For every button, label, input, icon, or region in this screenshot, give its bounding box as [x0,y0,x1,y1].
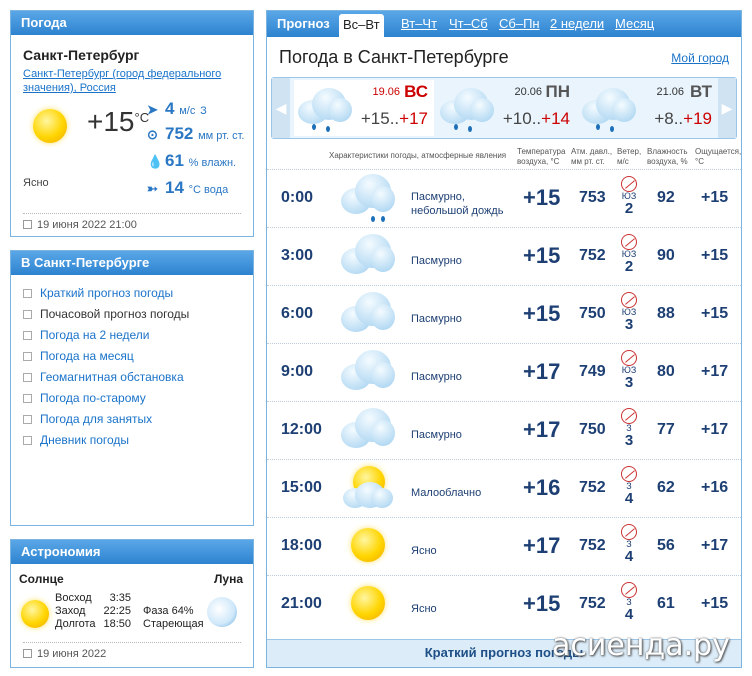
row-temperature: +15 [523,591,561,616]
menu-item-diary[interactable]: Дневник погоды [23,431,189,452]
row-description: Пасмурно [411,313,462,325]
row-humidity: 61 [657,595,675,612]
row-pressure: 753 [579,189,606,206]
current-temperature: $+15^{^\circ C}$ [87,106,150,137]
page-title: Погода в Санкт-Петербурге [279,47,509,67]
bullet-icon [23,415,32,424]
day-card-mon[interactable] [436,80,576,136]
row-description: Пасмурно [411,371,462,383]
sun-icon [351,586,385,620]
wind-direction-icon [621,408,637,424]
bullet-icon [23,352,32,361]
forecast-panel [266,10,742,668]
sunset-time: 22:25 [103,605,131,617]
row-time: 6:00 [281,305,314,322]
cloud-rain-icon [341,174,397,224]
partly-cloudy-icon [341,464,397,512]
day-card-sun[interactable] [294,80,434,136]
row-temperature: +15 [523,185,561,210]
row-feels-like: +15 [701,189,729,206]
cloud-icon [341,292,397,336]
row-description: Ясно [411,545,437,557]
day-name: ВТ [689,82,712,101]
row-pressure: 750 [579,421,606,438]
update-date: 19 июня 2022 21:00 [23,219,137,231]
day-date: 19.06 [372,86,400,98]
bullet-icon [23,436,32,445]
cloud-rain-icon [440,86,496,130]
menu-item-geomagnetic[interactable]: Геомагнитная обстановка [23,368,189,389]
row-description: Пасмурно, небольшой дождь [411,191,504,217]
gauge-icon: ⊙ [147,127,158,142]
city-name: Санкт-Петербург [23,47,140,63]
my-city-link[interactable]: Мой город [671,51,729,65]
wind-direction-icon [621,582,637,598]
city-region-link[interactable]: Санкт-Петербург (город федерального значения), Россия [23,68,222,94]
row-time: 15:00 [281,479,322,496]
astronomy-panel [10,539,254,668]
header-pressure: Атм. давл., мм рт. ст. [571,147,613,166]
moon-phase: Фаза 64% [143,605,194,617]
sun-icon [351,528,385,562]
current-weather-panel [10,10,254,237]
day-selector [271,77,737,139]
row-humidity: 92 [657,189,675,206]
row-feels-like: +16 [701,479,729,496]
astro-date: 19 июня 2022 [23,648,106,660]
wind-direction-icon [621,524,637,540]
wind-direction-icon [621,292,637,308]
header-wind: Ветер, м/с [617,147,642,166]
water-temp-stat: ➳ 14 °C вода [147,178,229,197]
tab-thu-sat[interactable]: Чт–Сб [449,16,488,31]
tab-sat-mon[interactable]: Сб–Пн [499,16,540,31]
tab-forecast[interactable]: Прогноз [277,16,330,31]
row-description: Пасмурно [411,255,462,267]
menu-item-month[interactable]: Погода на месяц [23,347,189,368]
calendar-icon [23,649,32,658]
header-feels: Ощущается, °C [695,147,742,166]
row-time: 21:00 [281,595,322,612]
forecast-tabs [267,11,741,37]
wind-direction-icon [621,234,637,250]
calendar-icon [23,220,32,229]
moon-label: Луна [213,572,243,586]
tab-tue-thu[interactable]: Вт–Чт [401,16,438,31]
row-time: 12:00 [281,421,322,438]
row-humidity: 88 [657,305,675,322]
day-length-label: Долгота [55,618,96,630]
table-row [267,227,741,285]
row-feels-like: +15 [701,247,729,264]
table-row [267,343,741,401]
header-conditions: Характеристики погоды, атмосферные явления [329,151,507,160]
row-description: Малооблачно [411,487,482,499]
day-temp-range: +8..+19 [654,109,712,128]
row-wind: ЮЗ 3 [617,350,641,390]
row-feels-like: +15 [701,595,729,612]
row-description: Ясно [411,603,437,615]
wind-direction-icon [621,176,637,192]
wind-arrow-icon: ➤ [147,102,158,117]
next-arrow-icon[interactable]: ▶ [718,78,736,138]
row-wind: ЮЗ 2 [617,176,641,216]
row-humidity: 56 [657,537,675,554]
row-pressure: 749 [579,363,606,380]
row-humidity: 90 [657,247,675,264]
row-temperature: +16 [523,475,561,500]
panel-title: Астрономия [11,540,253,564]
tab-month[interactable]: Месяц [615,16,655,31]
row-pressure: 752 [579,247,606,264]
row-temperature: +15 [523,243,561,268]
day-temp-range: +10..+14 [502,109,570,128]
day-name: ВС [404,82,428,101]
cloud-rain-icon [298,86,354,130]
panel-title: Погода [11,11,253,35]
day-name: ПН [545,82,570,101]
sun-label: Солнце [19,572,64,586]
cloud-icon [341,408,397,452]
wind-stat: ➤ 4 м/с З [147,99,207,118]
city-menu [23,284,189,452]
menu-item-old-style[interactable]: Погода по-старому [23,389,189,410]
menu-item-busy[interactable]: Погода для занятых [23,410,189,431]
sunrise-time: 3:35 [109,592,131,604]
table-row [267,459,741,517]
row-time: 0:00 [281,189,314,206]
row-humidity: 62 [657,479,675,496]
pressure-stat: ⊙ 752 мм рт. ст. [147,124,245,143]
city-links-panel [10,250,254,526]
row-pressure: 752 [579,595,606,612]
sunrise-label: Восход [55,592,92,604]
sunset-label: Заход [55,605,86,617]
cloud-icon [341,350,397,394]
wind-direction-icon [621,466,637,482]
header-humidity: Влажность воздуха, % [647,147,688,166]
row-time: 18:00 [281,537,322,554]
bullet-icon [23,331,32,340]
moon-phase-name: Стареющая [143,618,204,630]
table-row [267,401,741,459]
bullet-icon [23,289,32,298]
row-pressure: 752 [579,537,606,554]
row-feels-like: +15 [701,305,729,322]
row-pressure: 752 [579,479,606,496]
menu-item-hourly-forecast[interactable]: Почасовой прогноз погоды [23,305,189,326]
humidity-stat: 💧 61 % влажн. [147,151,237,170]
row-feels-like: +17 [701,363,729,380]
cloud-icon [341,234,397,278]
table-row [267,285,741,343]
fish-icon: ➳ [147,181,158,196]
table-row [267,575,741,633]
bullet-icon [23,310,32,319]
row-description: Пасмурно [411,429,462,441]
watermark-logo: асиенда.ру [552,628,730,663]
row-feels-like: +17 [701,537,729,554]
day-date: 21.06 [656,86,684,98]
day-length: 18:50 [103,618,131,630]
cloud-rain-icon [582,86,638,130]
row-temperature: +17 [523,533,561,558]
day-date: 20.06 [514,86,542,98]
menu-item-short-forecast[interactable]: Краткий прогноз погоды [23,284,189,305]
row-time: 9:00 [281,363,314,380]
row-wind: З 4 [617,524,641,564]
row-wind: З 4 [617,582,641,622]
drop-icon: 💧 [147,154,164,169]
header-temp: Температура воздуха, °C [517,147,566,166]
panel-title: В Санкт-Петербурге [11,251,253,275]
row-humidity: 80 [657,363,675,380]
tab-sun-tue[interactable]: Вс–Вт [339,14,384,37]
moon-icon [207,597,237,627]
short-forecast-link[interactable]: Краткий прогноз погоды [267,639,741,667]
bullet-icon [23,394,32,403]
condition-text: Ясно [23,177,49,189]
day-temp-range: +15..+17 [360,109,428,128]
row-wind: ЮЗ 3 [617,292,641,332]
divider [23,213,241,214]
row-temperature: +17 [523,417,561,442]
row-pressure: 750 [579,305,606,322]
wind-direction-icon [621,350,637,366]
row-wind: ЮЗ 2 [617,234,641,274]
tab-2-weeks[interactable]: 2 недели [550,16,605,31]
row-wind: З 3 [617,408,641,448]
prev-arrow-icon[interactable]: ◀ [272,78,290,138]
table-row [267,169,741,227]
sun-icon [33,109,67,143]
row-temperature: +17 [523,359,561,384]
divider [23,642,241,643]
table-row [267,517,741,575]
row-temperature: +15 [523,301,561,326]
bullet-icon [23,373,32,382]
day-card-tue[interactable] [578,80,718,136]
row-time: 3:00 [281,247,314,264]
row-feels-like: +17 [701,421,729,438]
menu-item-2-weeks[interactable]: Погода на 2 недели [23,326,189,347]
sun-icon [21,600,49,628]
row-humidity: 77 [657,421,675,438]
row-wind: З 4 [617,466,641,506]
